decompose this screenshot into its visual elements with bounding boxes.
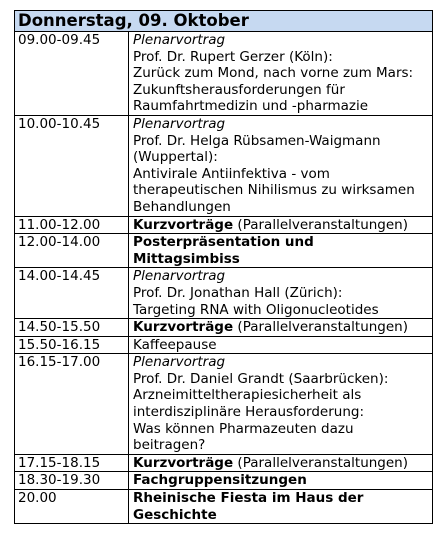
time-slot: 12.00-14.00: [18, 234, 101, 251]
program-line: [133, 217, 432, 234]
schedule-row: [15, 472, 433, 490]
time-cell: [15, 234, 129, 268]
schedule-table: [14, 10, 433, 524]
time-cell: [15, 354, 129, 455]
session-type: Plenarvortrag: [133, 115, 226, 132]
schedule-row: [15, 115, 433, 216]
time-slot: 17.15-18.15: [18, 454, 101, 471]
program-line: Arzneimitteltherapiesicherheit als: [133, 387, 362, 404]
session-title: Kurzvorträge: [133, 319, 234, 336]
event-title-line: Geschichte: [133, 506, 217, 523]
time-slot: 09.00-09.45: [18, 32, 101, 48]
session-type: Plenarvortrag: [133, 268, 226, 285]
program-line: therapeutischen Nihilismus zu wirksamen: [133, 182, 415, 199]
schedule-row: [15, 234, 433, 268]
time-cell: [15, 32, 129, 116]
program-cell: [129, 319, 433, 337]
program-cell: [129, 454, 433, 472]
event-title-line: Fachgruppensitzungen: [133, 472, 307, 489]
time-slot: 10.00-10.45: [18, 115, 101, 132]
schedule-row: [15, 336, 433, 354]
schedule-row: [15, 490, 433, 524]
time-slot: 14.00-14.45: [18, 268, 101, 285]
session-type: Plenarvortrag: [133, 354, 226, 371]
program-line: Antivirale Antiinfektiva - vom: [133, 165, 330, 182]
program-cell: [129, 216, 433, 234]
program-line: Prof. Dr. Helga Rübsamen-Waigmann: [133, 132, 381, 149]
time-slot: 14.50-15.50: [18, 319, 101, 336]
session-title: Kurzvorträge: [133, 216, 234, 233]
program-line: Prof. Dr. Jonathan Hall (Zürich):: [133, 284, 343, 301]
time-cell: [15, 472, 129, 490]
time-slot: 15.50-16.15: [18, 336, 101, 353]
time-cell: [15, 319, 129, 337]
schedule-row: [15, 32, 433, 116]
program-line: [133, 319, 432, 336]
program-cell: [129, 490, 433, 524]
program-line: Prof. Dr. Daniel Grandt (Saarbrücken):: [133, 370, 389, 387]
session-note: (Parallelveranstaltungen): [237, 454, 409, 471]
program-cell: [129, 234, 433, 268]
schedule-row: [15, 354, 433, 455]
program-cell: [129, 115, 433, 216]
program-line: Zurück zum Mond, nach vorne zum Mars:: [133, 65, 414, 82]
program-line: Prof. Dr. Rupert Gerzer (Köln):: [133, 48, 333, 65]
program-line: Raumfahrtmedizin und -pharmazie: [133, 98, 369, 115]
time-slot: 18.30-19.30: [18, 472, 101, 489]
schedule-row: [15, 319, 433, 337]
program-line: (Wuppertal):: [133, 149, 218, 166]
time-slot: 16.15-17.00: [18, 354, 101, 371]
session-type: Plenarvortrag: [133, 32, 226, 48]
schedule-row: [15, 216, 433, 234]
time-cell: [15, 268, 129, 319]
program-line: Zukunftsherausforderungen für: [133, 81, 345, 98]
break-label: Kaffeepause: [133, 336, 217, 353]
session-title: Kurzvorträge: [133, 454, 234, 471]
schedule-row: [15, 268, 433, 319]
time-slot: 20.00: [18, 490, 57, 507]
session-note: (Parallelveranstaltungen): [237, 216, 409, 233]
time-cell: [15, 454, 129, 472]
event-title-line: Mittagsimbiss: [133, 250, 240, 267]
program-line: [133, 455, 432, 472]
day-title: Donnerstag, 09. Oktober: [18, 11, 249, 30]
time-slot: 11.00-12.00: [18, 216, 101, 233]
schedule-row: [15, 454, 433, 472]
program-cell: [129, 354, 433, 455]
time-cell: [15, 115, 129, 216]
program-cell: [129, 472, 433, 490]
program-line: Targeting RNA with Oligonucleotides: [133, 301, 379, 318]
program-cell: [129, 32, 433, 116]
time-cell: [15, 216, 129, 234]
program-cell: [129, 268, 433, 319]
day-header-row: [15, 11, 433, 32]
program-line: Was können Pharmazeuten dazu: [133, 420, 354, 437]
session-note: (Parallelveranstaltungen): [237, 319, 409, 336]
time-cell: [15, 336, 129, 354]
event-title-line: Posterpräsentation und: [133, 234, 314, 251]
event-title-line: Rheinische Fiesta im Haus der: [133, 490, 364, 507]
time-cell: [15, 490, 129, 524]
program-cell: [129, 336, 433, 354]
day-header-cell: [15, 11, 433, 32]
program-line: beitragen?: [133, 437, 206, 454]
program-line: Behandlungen: [133, 198, 231, 215]
program-line: interdisziplinäre Herausforderung:: [133, 404, 365, 421]
